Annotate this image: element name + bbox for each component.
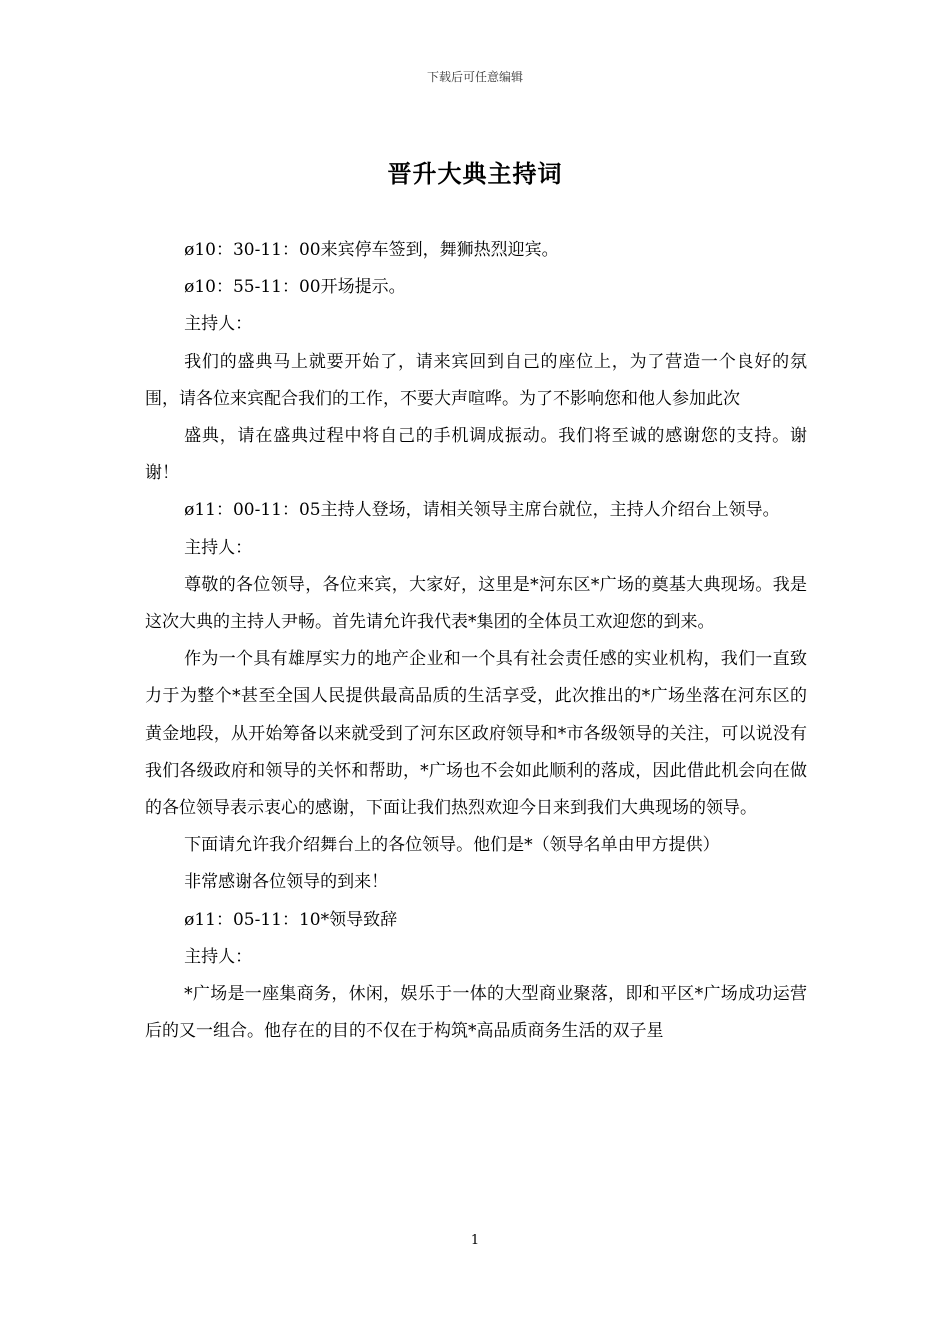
- paragraph: ø11：05-11：10*领导致辞: [184, 909, 398, 930]
- page-number: 1: [470, 1233, 480, 1248]
- paragraph: 作为一个具有雄厚实力的地产企业和一个具有社会责任感的实业机构，我们一直致力于为整个*甚至全国人民提供最高品质的生活享受，此次推出的*广场坐落在河东区的黄金地段，从开始筹备以来就受到了河东区政府领导和*市各级领导的关注，可以说没有我们各级政府和领导的关怀和帮助，*广场也不会如此顺利的落成，因此借此机会向在做的各位领导表示衷心的感谢，下面让我们热烈欢迎今日来到我们大典现场的领导。: [145, 649, 807, 819]
- paragraph: 盛典，请在盛典过程中将自己的手机调成振动。我们将至诚的感谢您的支持。谢谢！: [145, 426, 807, 484]
- paragraph: 主持人：: [184, 946, 253, 967]
- paragraph: 尊敬的各位领导，各位来宾，大家好，这里是*河东区*广场的奠基大典现场。我是这次大典的主持人尹畅。首先请允许我代表*集团的全体员工欢迎您的到来。: [145, 574, 807, 633]
- page-header: 下载后可任意编辑: [426, 70, 523, 84]
- paragraph: 主持人：: [184, 537, 253, 558]
- paragraph: 我们的盛典马上就要开始了，请来宾回到自己的座位上，为了营造一个良好的氛围，请各位来宾配合我们的工作，不要大声喧哗。为了不影响您和他人参加此次: [145, 351, 807, 409]
- document-title: 晋升大典主持词: [387, 159, 563, 188]
- paragraph: 下面请允许我介绍舞台上的各位领导。他们是*（领导名单由甲方提供）: [184, 835, 720, 856]
- paragraph: *广场是一座集商务，休闲，娱乐于一体的大型商业聚落，即和平区*广场成功运营后的又一组合。他存在的目的不仅在于构筑*高品质商务生活的双子星: [145, 984, 807, 1042]
- paragraph: ø10：55-11：00开场提示。: [184, 277, 406, 298]
- document-body: [145, 232, 807, 1050]
- paragraph: ø10：30-11：00来宾停车签到，舞狮热烈迎宾。: [184, 240, 559, 260]
- paragraph: ø11：00-11：05主持人登场，请相关领导主席台就位，主持人介绍台上领导。: [184, 500, 780, 521]
- paragraph: 主持人：: [184, 314, 253, 335]
- paragraph: 非常感谢各位领导的到来！: [184, 872, 389, 893]
